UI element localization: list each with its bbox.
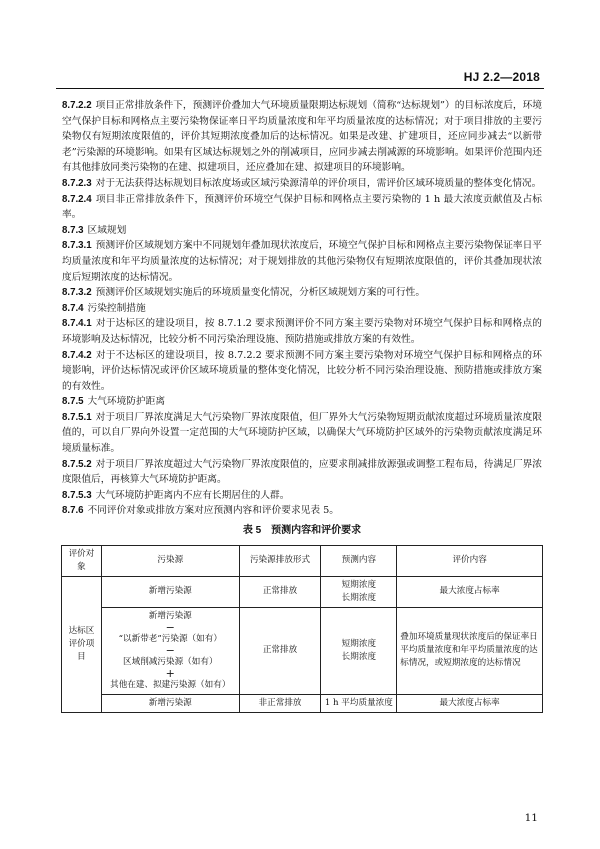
column-header-source: 污染源 <box>101 545 239 576</box>
column-header-evaluation: 评价内容 <box>397 545 543 576</box>
source-cell: 新增污染源 <box>101 694 239 712</box>
clause-number: 8.7.2.3 <box>62 177 92 189</box>
paragraph-text: 对于不达标区的建设项目，按 8.7.2.2 要求预测不同方案主要污染物对环境空气保护目标和网格点的环境影响，评价达标情况或评价区域环境质量的整体变化情况，比较分析不同污染治理设施、预防措施或排放方案的有效性。 <box>62 349 542 392</box>
paragraph-8-7-5-2 <box>62 457 542 488</box>
paragraph-text: 对于项目厂界浓度满足大气污染物厂界浓度限值，但厂界外大气污染物短期贡献浓度超过环境质量浓度限值的，可以自厂界向外设置一定范围的大气环境防护区域，以确保大气环境防护区域外的污染物贡献浓度满足环境质量标准。 <box>62 411 542 455</box>
table-row <box>62 694 543 712</box>
clause-number: 8.7.2.2 <box>62 100 92 111</box>
column-header-emission-form: 污染源排放形式 <box>239 545 321 576</box>
paragraph-text: 项目正常排放条件下，预测评价叠加大气环境质量限期达标规划（简称“达标规划”）的目标浓度后，环境空气保护目标和网格点主要污染物保证率日平均质量浓度和年平均质量浓度的达标情况；对于项目排放的主要污染物仅有短期浓度限值的，评价其短期浓度叠加后的达标情况。如果是改建、扩建项目，还应同步减去“以新带老”污染源的环境影响。如果有区域达标规划之外的削减项目，应同步减去削减源的环境影响。如果评价范围内还有其他排放同类污染物的在建、拟建项目，还应叠加在建、拟建项目的环境影响。 <box>62 100 542 174</box>
section-title: 污染控制措施 <box>87 302 146 314</box>
column-header-eval-object: 评价对象 <box>62 545 102 576</box>
paragraph-8-7-2-4 <box>62 192 542 223</box>
section-heading-8-7-3 <box>62 223 542 239</box>
clause-number: 8.7.5.2 <box>62 458 92 470</box>
column-header-prediction: 预测内容 <box>321 545 397 576</box>
evaluation-cell: 最大浓度占标率 <box>397 576 543 607</box>
clause-number: 8.7.5 <box>62 396 84 408</box>
clause-number: 8.7.6 <box>62 505 84 517</box>
emission-form-cell: 正常排放 <box>239 607 321 694</box>
source-line: “以新带老”污染源（如有） <box>118 633 222 644</box>
header-rule <box>56 88 544 89</box>
paragraph-text: 对于达标区的建设项目，按 8.7.1.2 要求预测评价不同方案主要污染物对环境空气保护目标和网格点的环境影响及达标情况，比较分析不同污染治理设施、预防措施或排放方案的有效性。 <box>62 318 542 345</box>
paragraph-text: 预测评价区域规划方案中不同规划年叠加现状浓度后，环境空气保护目标和网格点主要污染物保证率日平均质量浓度和年平均质量浓度的达标情况；对于规划排放的其他污染物仅有短期浓度限值的，评价其叠加现状浓度后短期浓度的达标情况。 <box>62 240 542 283</box>
paragraph-8-7-3-1 <box>62 238 542 285</box>
paragraph-8-7-3-2 <box>62 285 542 301</box>
minus-operator: − <box>165 620 175 634</box>
clause-number: 8.7.4.1 <box>62 318 92 330</box>
paragraph-text: 对于项目厂界浓度超过大气污染物厂界浓度限值的，应要求削减排放源强或调整工程布局，待满足厂界浓度限值后，再核算大气环境防护距离。 <box>62 458 542 486</box>
source-cell: 新增污染源 <box>101 576 239 607</box>
source-line: 其他在建、拟建污染源（如有） <box>110 679 231 690</box>
paragraph-8-7-4-2 <box>62 348 542 395</box>
document-body <box>62 98 542 713</box>
emission-form-cell: 非正常排放 <box>239 694 321 712</box>
section-title: 区域规划 <box>87 224 127 236</box>
paragraph-8-7-6 <box>62 503 542 519</box>
evaluation-cell: 叠加环境质量现状浓度后的保证率日平均质量浓度和年平均质量浓度的达标情况，或短期浓度的达标情况 <box>397 607 543 694</box>
clause-number: 8.7.2.4 <box>62 193 92 205</box>
prediction-cell <box>321 607 397 694</box>
paragraph-8-7-5-3 <box>62 488 542 504</box>
paragraph-8-7-5-1 <box>62 410 542 457</box>
paragraph-text: 不同评价对象或排放方案对应预测内容和评价要求见表 5。 <box>87 505 339 517</box>
minus-operator: − <box>165 643 175 657</box>
source-line: 区域削减污染源（如有） <box>123 656 218 667</box>
plus-operator: + <box>165 666 175 680</box>
clause-number: 8.7.5.1 <box>62 411 92 423</box>
prediction-cell: 1 h 平均质量浓度 <box>321 694 397 712</box>
paragraph-text: 大气环境防护距离内不应有长期居住的人群。 <box>95 489 290 501</box>
prediction-line: 短期浓度 <box>341 579 377 590</box>
clause-number: 8.7.3.1 <box>62 240 92 252</box>
clause-number: 8.7.5.3 <box>62 489 92 501</box>
prediction-line: 短期浓度 <box>341 638 377 649</box>
standard-code: HJ 2.2—2018 <box>463 70 540 84</box>
table-row <box>62 607 543 694</box>
prediction-table <box>61 545 543 713</box>
page-number: 11 <box>524 812 538 824</box>
section-heading-8-7-4 <box>62 301 542 317</box>
paragraph-8-7-2-3 <box>62 176 542 192</box>
clause-number: 8.7.4.2 <box>62 349 92 361</box>
paragraph-text: 对于无法获得达标规划目标浓度场或区域污染源清单的评价项目，需评价区域环境质量的整体变化情况。 <box>95 177 542 189</box>
section-title: 大气环境防护距离 <box>87 396 166 408</box>
clause-number: 8.7.3.2 <box>62 287 92 299</box>
prediction-line: 长期浓度 <box>341 651 377 662</box>
source-line: 新增污染源 <box>148 610 192 621</box>
table-header-row <box>62 545 543 576</box>
group-label-cell: 达标区评价项目 <box>62 576 102 712</box>
table-row <box>62 576 543 607</box>
section-heading-8-7-5 <box>62 394 542 410</box>
paragraph-8-7-4-1 <box>62 316 542 347</box>
table-caption: 表 5 预测内容和评价要求 <box>242 525 362 537</box>
emission-form-cell: 正常排放 <box>239 576 321 607</box>
evaluation-cell: 最大浓度占标率 <box>397 694 543 712</box>
source-cell <box>101 607 239 694</box>
paragraph-text: 预测评价区域规划实施后的环境质量变化情况，分析区域规划方案的可行性。 <box>95 287 426 299</box>
paragraph-text: 项目非正常排放条件下，预测评价环境空气保护目标和网格点主要污染物的 1 h 最大浓度贡献值及占标率。 <box>62 193 542 221</box>
clause-number: 8.7.3 <box>62 224 84 236</box>
prediction-cell <box>321 576 397 607</box>
clause-number: 8.7.4 <box>62 302 84 314</box>
paragraph-8-7-2-2 <box>62 98 542 176</box>
prediction-line: 长期浓度 <box>341 592 377 603</box>
